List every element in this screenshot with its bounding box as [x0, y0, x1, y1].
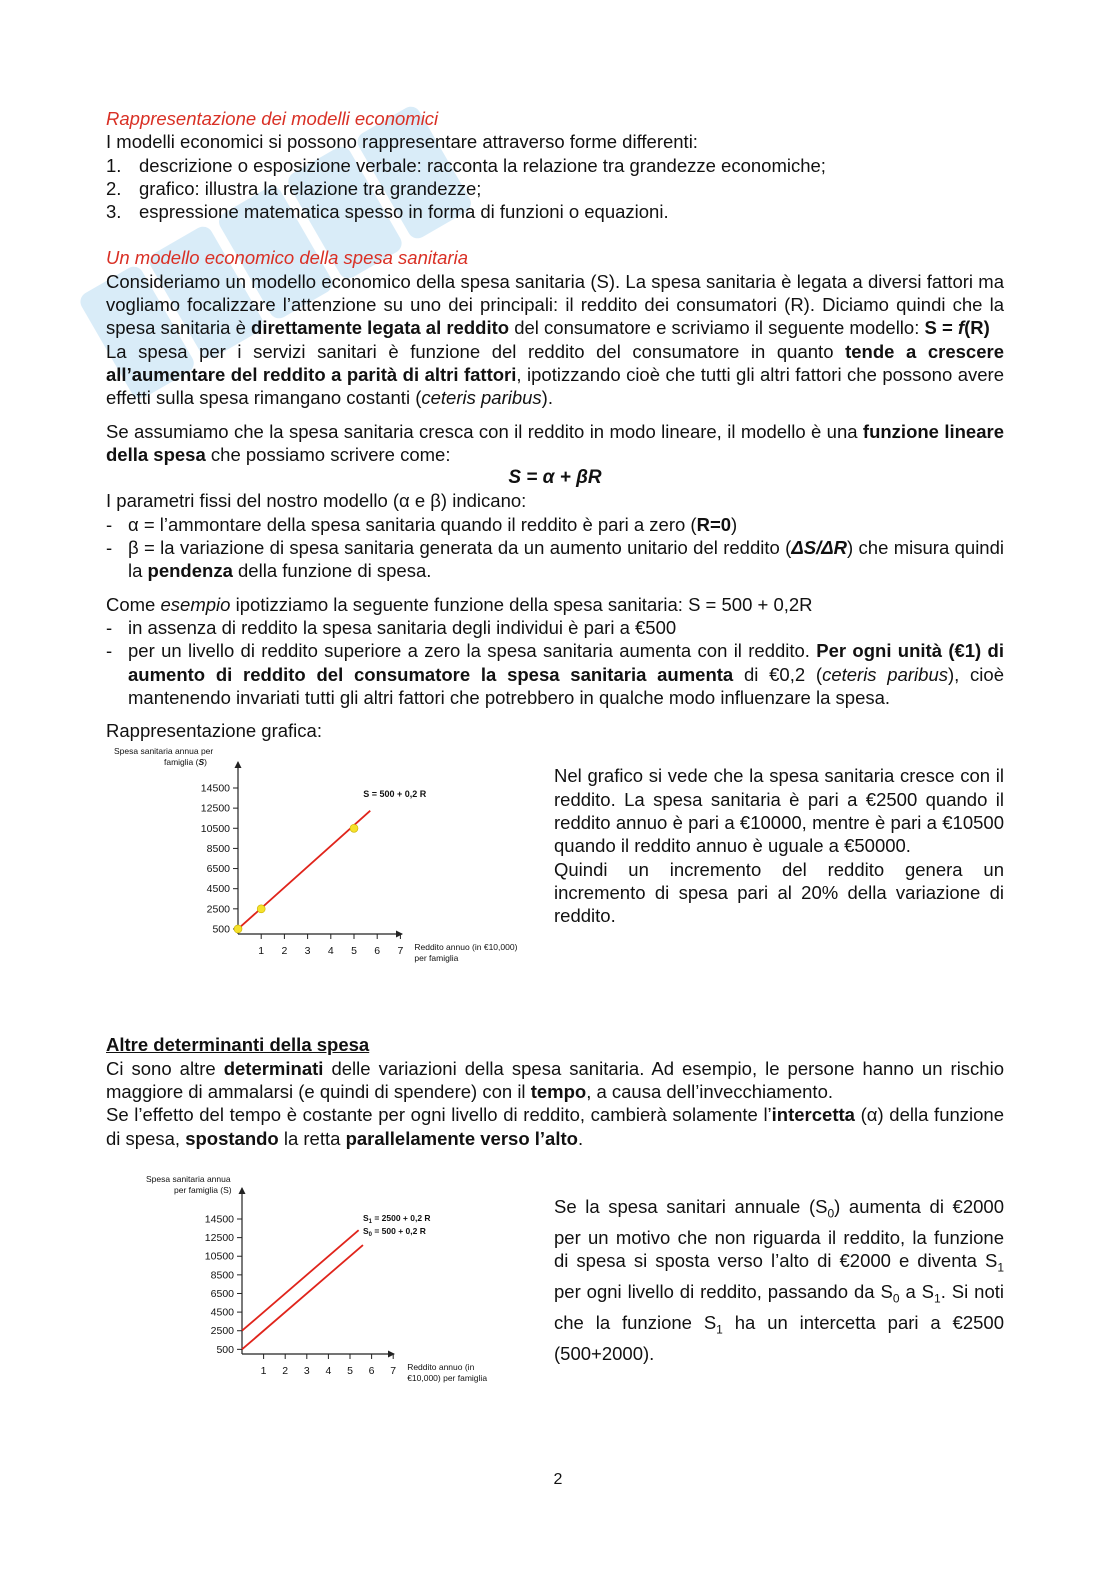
text: a S: [899, 1281, 935, 1303]
chart-row-2: [106, 1172, 1004, 1384]
model-text: S =: [924, 317, 958, 339]
text: ha un intercetta pari a €2500 (500+2000).: [554, 1312, 1004, 1365]
section-title-determinanti: Altre determinanti della spesa: [106, 1034, 370, 1056]
example-list: [106, 616, 1004, 709]
series-label-sub: 1: [368, 1218, 372, 1225]
text-bold: direttamente legata al reddito: [251, 317, 510, 339]
chart-row-1: [106, 744, 1004, 976]
text: Consideriamo un modello economico della spesa sanitaria (S). La spesa sanitaria è legata a diversi fattori ma vogliamo focalizzare l’attenzione su uno dei principali: il reddito dei consumatori (R). Diciamo quindi che la spesa sanitaria è: [106, 270, 1004, 339]
data-point: [257, 905, 265, 913]
y-tick-label: 12500: [200, 803, 230, 816]
series-label: [363, 1226, 426, 1238]
text: La spesa per i servizi sanitari è funzione del reddito del consumatore in quanto: [106, 340, 846, 362]
list-item: [106, 177, 1004, 200]
text: , ipotizzando cioè che tutti gli altri fattori che possono avere effetti sulla spesa rimangano costanti (: [106, 363, 1005, 409]
text: α = l’ammontare della spesa sanitaria quando il reddito è pari a zero (: [128, 513, 697, 535]
x-tick-label: 6: [374, 945, 381, 958]
text-bold: funzione lineare della spesa: [106, 420, 1004, 465]
text: ) aumenta di €2000 per un motivo che non riguarda il reddito, la funzione di spesa si sposta verso l’alto di €2000 e diventa S: [554, 1195, 1005, 1272]
item-number: 1.: [106, 154, 122, 176]
text-bold: determinati: [223, 1057, 324, 1079]
data-point: [234, 925, 242, 933]
subscript: 1: [997, 1260, 1004, 1275]
y-tick-label: 2500: [206, 903, 230, 916]
item-number: 2.: [106, 177, 122, 199]
text: ipotizziamo la seguente funzione della spesa sanitaria: S = 500 + 0,2R: [230, 593, 813, 615]
x-tick-label: 7: [390, 1364, 397, 1377]
series-label-part: = 500 + 0,2 R: [371, 1225, 426, 1236]
x-tick-label: 5: [351, 945, 357, 958]
series-label-part: = 2500 + 0,2 R: [371, 1212, 431, 1223]
y-axis-label-part: S: [198, 757, 205, 768]
chart2-description: [554, 1195, 1004, 1366]
text: .: [577, 1127, 584, 1149]
y-tick-label: 12500: [204, 1232, 234, 1245]
y-axis-arrow: [235, 761, 242, 768]
x-tick-label: 2: [281, 945, 288, 958]
series-label: [363, 1213, 431, 1225]
x-tick-label: 7: [397, 945, 404, 958]
list-item: [106, 513, 1004, 536]
list-item: [106, 536, 1004, 583]
text-bold: R=0: [696, 513, 732, 535]
subscript: 1: [934, 1291, 941, 1306]
text: del consumatore e scriviamo il seguente modello:: [509, 317, 925, 339]
x-axis-label: Reddito annuo (in €10,000): [414, 942, 518, 953]
list-item: [106, 154, 1004, 177]
x-tick-label: 6: [368, 1364, 375, 1377]
text: ) che misura quindi la: [128, 537, 1005, 582]
text-bold: pendenza: [147, 560, 233, 582]
x-tick-label: 2: [282, 1364, 289, 1377]
paragraph-example: [106, 593, 1004, 616]
y-tick-label: 10500: [200, 823, 230, 836]
list-item: [106, 200, 1004, 223]
x-axis-label: per famiglia: [414, 953, 459, 964]
params-list: [106, 513, 1004, 583]
y-axis-label: Spesa sanitaria annua per: [114, 746, 214, 757]
description-text: Nel grafico si vede che la spesa sanitaria cresce con il reddito. La spesa sanitaria è pari a €2500 quando il reddito annuo è pari a €10000, mentre è pari a €10500 quando il reddito annuo è uguale a €50000.: [554, 765, 1004, 857]
text-bold: spostando: [185, 1127, 279, 1149]
list-item: [106, 616, 1004, 639]
y-axis-label: per famiglia (S): [174, 1184, 232, 1195]
text-bold: Per ogni unità (€1) di aumento di reddito del consumatore la spesa sanitaria aumenta: [128, 640, 1004, 685]
text: che possiamo scrivere come:: [205, 443, 451, 465]
series-line: [242, 1230, 359, 1331]
y-tick-label: 10500: [204, 1250, 234, 1263]
chart-spostamento-retta: [106, 1172, 536, 1384]
model-text: (R): [964, 317, 990, 339]
description-text: Quindi un incremento del reddito genera un incremento di spesa pari al 20% della variazione di reddito.: [554, 858, 1004, 927]
section-title-modello: Un modello economico della spesa sanitaria: [106, 247, 468, 269]
series-label: S = 500 + 0,2 R: [363, 789, 427, 800]
x-tick-label: 3: [303, 1364, 310, 1377]
text: per un livello di reddito superiore a zero la spesa sanitaria aumenta con il reddito.: [128, 640, 817, 662]
section1-intro: I modelli economici si possono rappresentare attraverso forme differenti:: [106, 131, 698, 153]
section-title-rappresentazione: Rappresentazione dei modelli economici: [106, 108, 439, 129]
text: Se assumiamo che la spesa sanitaria cresca con il reddito in modo lineare, il modello è una: [106, 420, 863, 442]
item-text: espressione matematica spesso in forma di funzioni o equazioni.: [139, 201, 669, 223]
text: . Si noti che la funzione S: [554, 1281, 1004, 1334]
item-text: descrizione o esposizione verbale: racconta la relazione tra grandezze economiche;: [139, 154, 826, 176]
text: ), cioè mantenendo invariati tutti gli altri fattori che potrebbero in qualche modo influenzare la spesa.: [128, 663, 1004, 708]
text: per ogni livello di reddito, passando da S: [554, 1281, 893, 1303]
text-bold: tempo: [530, 1081, 587, 1103]
x-tick-label: 4: [325, 1364, 332, 1377]
text-bold-italic: ΔS/ΔR: [791, 537, 848, 559]
data-point: [350, 825, 358, 833]
y-tick-label: 6500: [206, 863, 230, 876]
dash-marker: -: [106, 513, 113, 535]
text: Se l’effetto del tempo è costante per ogni livello di reddito, cambierà solamente l’: [106, 1104, 772, 1126]
paragraph-linear: [106, 420, 1004, 467]
chart-spesa-reddito: [106, 744, 536, 976]
y-axis-label: Spesa sanitaria annua: [146, 1173, 231, 1184]
dash-marker: -: [106, 616, 113, 638]
x-tick-label: 3: [304, 945, 311, 958]
y-tick-label: 500: [212, 923, 230, 936]
y-axis-arrow: [239, 1187, 246, 1194]
y-tick-label: 4500: [206, 883, 230, 896]
y-axis-label-part: ): [204, 757, 207, 768]
page-number: 2: [553, 1471, 563, 1488]
x-tick-label: 5: [347, 1364, 353, 1377]
x-axis-arrow: [388, 1350, 395, 1357]
text: (α) della funzione di spesa,: [106, 1104, 1004, 1149]
paragraph-determinants: [106, 1057, 1004, 1104]
paragraph-model: [106, 270, 1004, 340]
text: , a causa dell’invecchiamento.: [586, 1081, 833, 1103]
series-line: [242, 1245, 363, 1349]
y-tick-label: 14500: [204, 1213, 234, 1226]
description-text: [554, 1195, 1004, 1366]
document-body: [106, 107, 1004, 1384]
x-tick-label: 4: [327, 945, 334, 958]
text-italic: ceteris paribus: [421, 387, 542, 409]
y-tick-label: 14500: [200, 782, 230, 795]
model-text: f: [957, 317, 965, 339]
x-axis-label: €10,000) per famiglia: [407, 1372, 488, 1383]
y-tick-label: 6500: [210, 1287, 234, 1300]
subscript: 0: [827, 1206, 835, 1221]
x-axis-arrow: [396, 931, 403, 938]
dash-marker: -: [106, 537, 113, 559]
dash-marker: -: [106, 640, 113, 662]
text: delle variazioni della spesa sanitaria. Ad esempio, le persone hanno un rischio maggiore di ammalarsi (e quindi di spendere) con il: [106, 1057, 1004, 1103]
x-axis-label: Reddito annuo (in: [407, 1361, 475, 1372]
series-label-sub: 0: [368, 1231, 372, 1238]
text: Se la spesa sanitari annuale (S: [554, 1195, 828, 1217]
paragraph-intercept: [106, 1103, 1004, 1150]
text: la retta: [278, 1127, 346, 1149]
x-tick-label: 1: [260, 1364, 267, 1377]
subscript: 0: [892, 1291, 900, 1306]
subscript: 1: [716, 1322, 723, 1337]
y-tick-label: 2500: [210, 1325, 234, 1338]
chart1-description: [554, 764, 1004, 927]
text-italic: ceteris paribus: [822, 663, 948, 685]
linear-formula: S = α + βR: [508, 467, 602, 489]
y-tick-label: 4500: [210, 1306, 234, 1319]
y-tick-label: 8500: [206, 843, 230, 856]
text: Ci sono altre: [106, 1057, 224, 1079]
y-axis-label: [164, 757, 207, 767]
forms-list: [106, 154, 1004, 224]
text: in assenza di reddito la spesa sanitaria degli individui è pari a €500: [128, 616, 677, 638]
text-bold: tende a crescere all’aumentare del reddito a parità di altri fattori: [106, 340, 1004, 385]
series-label-part: S: [362, 1212, 369, 1223]
x-tick-label: 1: [258, 945, 265, 958]
graph-label: Rappresentazione grafica:: [106, 720, 322, 742]
item-number: 3.: [106, 201, 122, 223]
text: Come: [106, 593, 161, 615]
series-label-part: S: [362, 1225, 369, 1236]
text-bold: parallelamente verso l’alto: [345, 1127, 578, 1149]
list-item: [106, 639, 1004, 709]
text-bold: intercetta: [771, 1104, 855, 1126]
paragraph-function: [106, 340, 1004, 410]
params-intro: I parametri fissi del nostro modello (α e β) indicano:: [106, 490, 527, 512]
y-tick-label: 8500: [210, 1269, 234, 1282]
text: ): [731, 513, 738, 535]
y-tick-label: 500: [216, 1343, 234, 1356]
text-italic: esempio: [160, 593, 231, 615]
item-text: grafico: illustra la relazione tra grandezze;: [139, 177, 482, 199]
y-axis-label-part: famiglia (: [164, 757, 199, 768]
text: della funzione di spesa.: [232, 560, 432, 582]
text: β = la variazione di spesa sanitaria generata da un aumento unitario del reddito (: [128, 537, 792, 559]
text: ).: [541, 387, 553, 409]
text: di €0,2 (: [733, 663, 823, 685]
